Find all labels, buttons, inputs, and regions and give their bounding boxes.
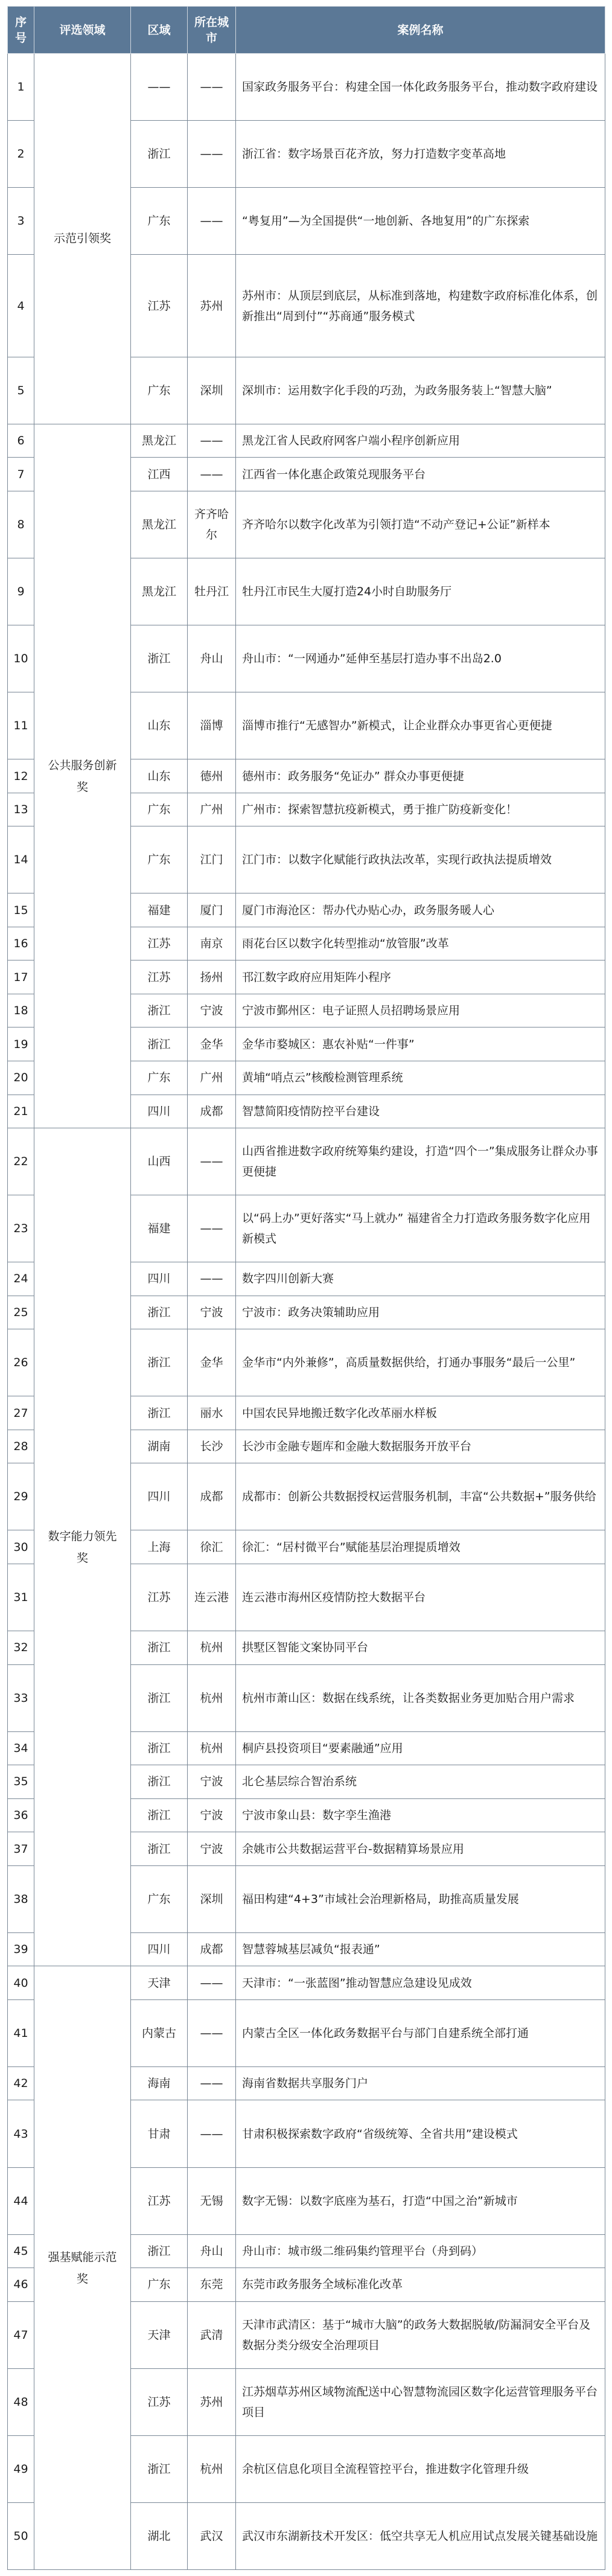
case-name-cell: 黑龙江省人民政府网客户端小程序创新应用: [236, 424, 605, 458]
award-category: 公共服务创新奖: [34, 424, 131, 1128]
city-cell: 杭州: [188, 1631, 236, 1665]
row-number: 23: [8, 1195, 34, 1262]
city-cell: ——: [188, 121, 236, 188]
table-row: [8, 424, 605, 458]
region-cell: 浙江: [131, 2234, 188, 2268]
case-name-cell: 数字四川创新大赛: [236, 1262, 605, 1296]
region-cell: 福建: [131, 893, 188, 927]
city-cell: 金华: [188, 1329, 236, 1396]
region-cell: 浙江: [131, 1329, 188, 1396]
region-cell: 广东: [131, 1865, 188, 1932]
city-cell: ——: [188, 1262, 236, 1296]
row-number: 19: [8, 1028, 34, 1061]
region-cell: 湖北: [131, 2502, 188, 2569]
row-number: 6: [8, 424, 34, 458]
city-cell: ——: [188, 2100, 236, 2167]
city-cell: 广州: [188, 1061, 236, 1095]
row-number: 3: [8, 188, 34, 255]
row-number: 29: [8, 1463, 34, 1530]
header-case: 案例名称: [236, 7, 605, 54]
city-cell: 牡丹江: [188, 558, 236, 625]
city-cell: 深圳: [188, 357, 236, 424]
city-cell: 宁波: [188, 994, 236, 1028]
case-name-cell: 余杭区信息化项目全流程管控平台，推进数字化管理升级: [236, 2435, 605, 2502]
case-name-cell: 厦门市海沧区：帮办代办贴心办，政务服务暖人心: [236, 893, 605, 927]
row-number: 18: [8, 994, 34, 1028]
city-cell: ——: [188, 1128, 236, 1195]
case-name-cell: 宁波市鄞州区：电子证照人员招聘场景应用: [236, 994, 605, 1028]
case-name-cell: 拱墅区智能文案协同平台: [236, 1631, 605, 1665]
row-number: 9: [8, 558, 34, 625]
region-cell: 福建: [131, 1195, 188, 1262]
city-cell: 宁波: [188, 1765, 236, 1799]
row-number: 41: [8, 1999, 34, 2066]
row-number: 21: [8, 1095, 34, 1128]
row-number: 37: [8, 1832, 34, 1866]
case-name-cell: 国家政务服务平台：构建全国一体化政务服务平台，推动数字政府建设: [236, 54, 605, 121]
row-number: 10: [8, 625, 34, 692]
case-name-cell: 黄埔“哨点云”核酸检测管理系统: [236, 1061, 605, 1095]
row-number: 31: [8, 1564, 34, 1631]
case-name-cell: 山西省推进数字政府统筹集约建设，打造“四个一”集成服务让群众办事更便捷: [236, 1128, 605, 1195]
case-name-cell: 江西省一体化惠企政策兑现服务平台: [236, 458, 605, 491]
region-cell: ——: [131, 54, 188, 121]
region-cell: 江苏: [131, 255, 188, 357]
city-cell: 扬州: [188, 960, 236, 994]
case-name-cell: 徐汇：“居村微平台”赋能基层治理提质增效: [236, 1530, 605, 1564]
city-cell: 东莞: [188, 2268, 236, 2302]
region-cell: 广东: [131, 357, 188, 424]
region-cell: 广东: [131, 188, 188, 255]
row-number: 34: [8, 1731, 34, 1765]
row-number: 40: [8, 1966, 34, 2000]
case-name-cell: 天津市：“一张蓝图”推动智慧应急建设见成效: [236, 1966, 605, 2000]
region-cell: 浙江: [131, 1731, 188, 1765]
region-cell: 浙江: [131, 994, 188, 1028]
case-name-cell: 福田构建“4+3”市域社会治理新格局，助推高质量发展: [236, 1865, 605, 1932]
region-cell: 黑龙江: [131, 491, 188, 558]
row-number: 42: [8, 2066, 34, 2100]
award-table: [7, 6, 605, 2570]
case-name-cell: 连云港市海州区疫情防控大数据平台: [236, 1564, 605, 1631]
row-number: 49: [8, 2435, 34, 2502]
region-cell: 四川: [131, 1463, 188, 1530]
row-number: 7: [8, 458, 34, 491]
row-number: 32: [8, 1631, 34, 1665]
case-name-cell: 海南省数据共享服务门户: [236, 2066, 605, 2100]
case-name-cell: 数字无锡：以数字底座为基石，打造“中国之治”新城市: [236, 2167, 605, 2234]
row-number: 26: [8, 1329, 34, 1396]
award-category: 强基赋能示范奖: [34, 1966, 131, 2570]
case-name-cell: 中国农民异地搬迁数字化改革丽水样板: [236, 1396, 605, 1430]
row-number: 22: [8, 1128, 34, 1195]
region-cell: 山东: [131, 692, 188, 759]
case-name-cell: 长沙市金融专题库和金融大数据服务开放平台: [236, 1430, 605, 1463]
case-name-cell: 桐庐县投资项目“要素融通”应用: [236, 1731, 605, 1765]
region-cell: 浙江: [131, 625, 188, 692]
region-cell: 四川: [131, 1095, 188, 1128]
case-name-cell: 宁波市象山县：数字孪生渔港: [236, 1798, 605, 1832]
city-cell: ——: [188, 1966, 236, 2000]
city-cell: 武汉: [188, 2502, 236, 2569]
case-name-cell: “粤复用”—为全国提供“一地创新、各地复用”的广东探索: [236, 188, 605, 255]
row-number: 24: [8, 1262, 34, 1296]
row-number: 44: [8, 2167, 34, 2234]
city-cell: 苏州: [188, 2368, 236, 2435]
case-name-cell: 甘肃积极探索数字政府“省级统筹、全省共用”建设模式: [236, 2100, 605, 2167]
row-number: 47: [8, 2301, 34, 2368]
case-name-cell: 浙江省：数字场景百花齐放，努力打造数字变革高地: [236, 121, 605, 188]
case-name-cell: 苏州市：从顶层到底层，从标准到落地，构建数字政府标准化体系，创新推出“周到付”“苏商通”服务模式: [236, 255, 605, 357]
case-name-cell: 雨花台区以数字化转型推动“放管服”改革: [236, 927, 605, 960]
row-number: 35: [8, 1765, 34, 1799]
case-name-cell: 舟山市：城市级二维码集约管理平台（舟到码）: [236, 2234, 605, 2268]
table-row: [8, 54, 605, 121]
city-cell: 江门: [188, 826, 236, 893]
city-cell: 丽水: [188, 1396, 236, 1430]
city-cell: 连云港: [188, 1564, 236, 1631]
case-name-cell: 以“码上办”更好落实“马上就办” 福建省全力打造政务服务数字化应用新模式: [236, 1195, 605, 1262]
case-name-cell: 北仑基层综合智治系统: [236, 1765, 605, 1799]
case-name-cell: 成都市：创新公共数据授权运营服务机制，丰富“公共数据+”服务供给: [236, 1463, 605, 1530]
table-row: [8, 1128, 605, 1195]
region-cell: 海南: [131, 2066, 188, 2100]
region-cell: 浙江: [131, 1765, 188, 1799]
city-cell: 苏州: [188, 255, 236, 357]
region-cell: 广东: [131, 826, 188, 893]
row-number: 14: [8, 826, 34, 893]
case-name-cell: 齐齐哈尔以数字化改革为引领打造“不动产登记+公证”新样本: [236, 491, 605, 558]
case-name-cell: 金华市婺城区：惠农补贴“一件事”: [236, 1028, 605, 1061]
city-cell: ——: [188, 54, 236, 121]
case-name-cell: 余姚市公共数据运营平台-数据精算场景应用: [236, 1832, 605, 1866]
region-cell: 江苏: [131, 927, 188, 960]
row-number: 17: [8, 960, 34, 994]
city-cell: 舟山: [188, 625, 236, 692]
region-cell: 甘肃: [131, 2100, 188, 2167]
case-name-cell: 智慧蓉城基层减负“报表通”: [236, 1932, 605, 1966]
region-cell: 浙江: [131, 1664, 188, 1731]
case-name-cell: 深圳市：运用数字化手段的巧劲，为政务服务装上“智慧大脑”: [236, 357, 605, 424]
region-cell: 浙江: [131, 1028, 188, 1061]
region-cell: 山西: [131, 1128, 188, 1195]
region-cell: 浙江: [131, 1396, 188, 1430]
case-name-cell: 江门市：以数字化赋能行政执法改革，实现行政执法提质增效: [236, 826, 605, 893]
case-name-cell: 邗江数字政府应用矩阵小程序: [236, 960, 605, 994]
row-number: 39: [8, 1932, 34, 1966]
city-cell: 厦门: [188, 893, 236, 927]
case-name-cell: 武汉市东湖新技术开发区：低空共享无人机应用试点发展关键基础设施: [236, 2502, 605, 2569]
region-cell: 四川: [131, 1262, 188, 1296]
case-name-cell: 宁波市：政务决策辅助应用: [236, 1296, 605, 1329]
case-name-cell: 德州市：政务服务“免证办” 群众办事更便捷: [236, 759, 605, 793]
row-number: 38: [8, 1865, 34, 1932]
city-cell: 武清: [188, 2301, 236, 2368]
region-cell: 广东: [131, 1061, 188, 1095]
row-number: 45: [8, 2234, 34, 2268]
region-cell: 江苏: [131, 1564, 188, 1631]
region-cell: 黑龙江: [131, 558, 188, 625]
city-cell: 金华: [188, 1028, 236, 1061]
row-number: 15: [8, 893, 34, 927]
case-name-cell: 智慧简阳疫情防控平台建设: [236, 1095, 605, 1128]
city-cell: ——: [188, 458, 236, 491]
city-cell: ——: [188, 188, 236, 255]
row-number: 11: [8, 692, 34, 759]
city-cell: 成都: [188, 1463, 236, 1530]
region-cell: 浙江: [131, 1631, 188, 1665]
city-cell: 宁波: [188, 1832, 236, 1866]
case-name-cell: 天津市武清区：基于“城市大脑”的政务大数据脱敏/防漏洞安全平台及数据分类分级安全治理项目: [236, 2301, 605, 2368]
city-cell: 深圳: [188, 1865, 236, 1932]
row-number: 27: [8, 1396, 34, 1430]
city-cell: 无锡: [188, 2167, 236, 2234]
region-cell: 黑龙江: [131, 424, 188, 458]
city-cell: 齐齐哈尔: [188, 491, 236, 558]
case-name-cell: 牡丹江市民生大厦打造24小时自助服务厅: [236, 558, 605, 625]
table-body: [8, 54, 605, 2570]
row-number: 28: [8, 1430, 34, 1463]
region-cell: 江苏: [131, 2368, 188, 2435]
header-region: 区域: [131, 7, 188, 54]
header-category: 评选领域: [34, 7, 131, 54]
region-cell: 广东: [131, 793, 188, 826]
region-cell: 江苏: [131, 2167, 188, 2234]
region-cell: 上海: [131, 1530, 188, 1564]
table-row: [8, 1966, 605, 2000]
city-cell: 宁波: [188, 1296, 236, 1329]
region-cell: 浙江: [131, 1798, 188, 1832]
region-cell: 湖南: [131, 1430, 188, 1463]
region-cell: 天津: [131, 1966, 188, 2000]
row-number: 48: [8, 2368, 34, 2435]
region-cell: 浙江: [131, 1832, 188, 1866]
region-cell: 天津: [131, 2301, 188, 2368]
case-name-cell: 金华市“内外兼修”，高质量数据供给，打通办事服务“最后一公里”: [236, 1329, 605, 1396]
city-cell: ——: [188, 1999, 236, 2066]
city-cell: 徐汇: [188, 1530, 236, 1564]
row-number: 20: [8, 1061, 34, 1095]
row-number: 36: [8, 1798, 34, 1832]
case-name-cell: 淄博市推行“无感智办”新模式，让企业群众办事更省心更便捷: [236, 692, 605, 759]
row-number: 12: [8, 759, 34, 793]
award-category: 示范引领奖: [34, 54, 131, 424]
case-name-cell: 江苏烟草苏州区域物流配送中心智慧物流园区数字化运营管理服务平台项目: [236, 2368, 605, 2435]
row-number: 30: [8, 1530, 34, 1564]
city-cell: 成都: [188, 1932, 236, 1966]
region-cell: 浙江: [131, 2435, 188, 2502]
region-cell: 内蒙古: [131, 1999, 188, 2066]
region-cell: 浙江: [131, 1296, 188, 1329]
city-cell: 成都: [188, 1095, 236, 1128]
city-cell: 长沙: [188, 1430, 236, 1463]
city-cell: 舟山: [188, 2234, 236, 2268]
row-number: 16: [8, 927, 34, 960]
table-header-row: [8, 7, 605, 54]
city-cell: 德州: [188, 759, 236, 793]
row-number: 8: [8, 491, 34, 558]
city-cell: ——: [188, 2066, 236, 2100]
row-number: 4: [8, 255, 34, 357]
row-number: 43: [8, 2100, 34, 2167]
region-cell: 山东: [131, 759, 188, 793]
row-number: 50: [8, 2502, 34, 2569]
city-cell: ——: [188, 1195, 236, 1262]
region-cell: 江西: [131, 458, 188, 491]
region-cell: 江苏: [131, 960, 188, 994]
city-cell: 杭州: [188, 2435, 236, 2502]
case-name-cell: 杭州市萧山区：数据在线系统，让各类数据业务更加贴合用户需求: [236, 1664, 605, 1731]
row-number: 33: [8, 1664, 34, 1731]
case-name-cell: 东莞市政务服务全域标准化改革: [236, 2268, 605, 2302]
row-number: 46: [8, 2268, 34, 2302]
case-name-cell: 舟山市：“一网通办”延伸至基层打造办事不出岛2.0: [236, 625, 605, 692]
city-cell: ——: [188, 424, 236, 458]
city-cell: 南京: [188, 927, 236, 960]
case-name-cell: 内蒙古全区一体化政务数据平台与部门自建系统全部打通: [236, 1999, 605, 2066]
city-cell: 广州: [188, 793, 236, 826]
city-cell: 杭州: [188, 1731, 236, 1765]
case-name-cell: 广州市：探索智慧抗疫新模式，勇于推广防疫新变化！: [236, 793, 605, 826]
header-city: 所在城市: [188, 7, 236, 54]
row-number: 5: [8, 357, 34, 424]
row-number: 1: [8, 54, 34, 121]
header-no: 序号: [8, 7, 34, 54]
row-number: 25: [8, 1296, 34, 1329]
city-cell: 淄博: [188, 692, 236, 759]
row-number: 2: [8, 121, 34, 188]
city-cell: 杭州: [188, 1664, 236, 1731]
city-cell: 宁波: [188, 1798, 236, 1832]
row-number: 13: [8, 793, 34, 826]
region-cell: 四川: [131, 1932, 188, 1966]
region-cell: 浙江: [131, 121, 188, 188]
award-category: 数字能力领先奖: [34, 1128, 131, 1966]
region-cell: 广东: [131, 2268, 188, 2302]
